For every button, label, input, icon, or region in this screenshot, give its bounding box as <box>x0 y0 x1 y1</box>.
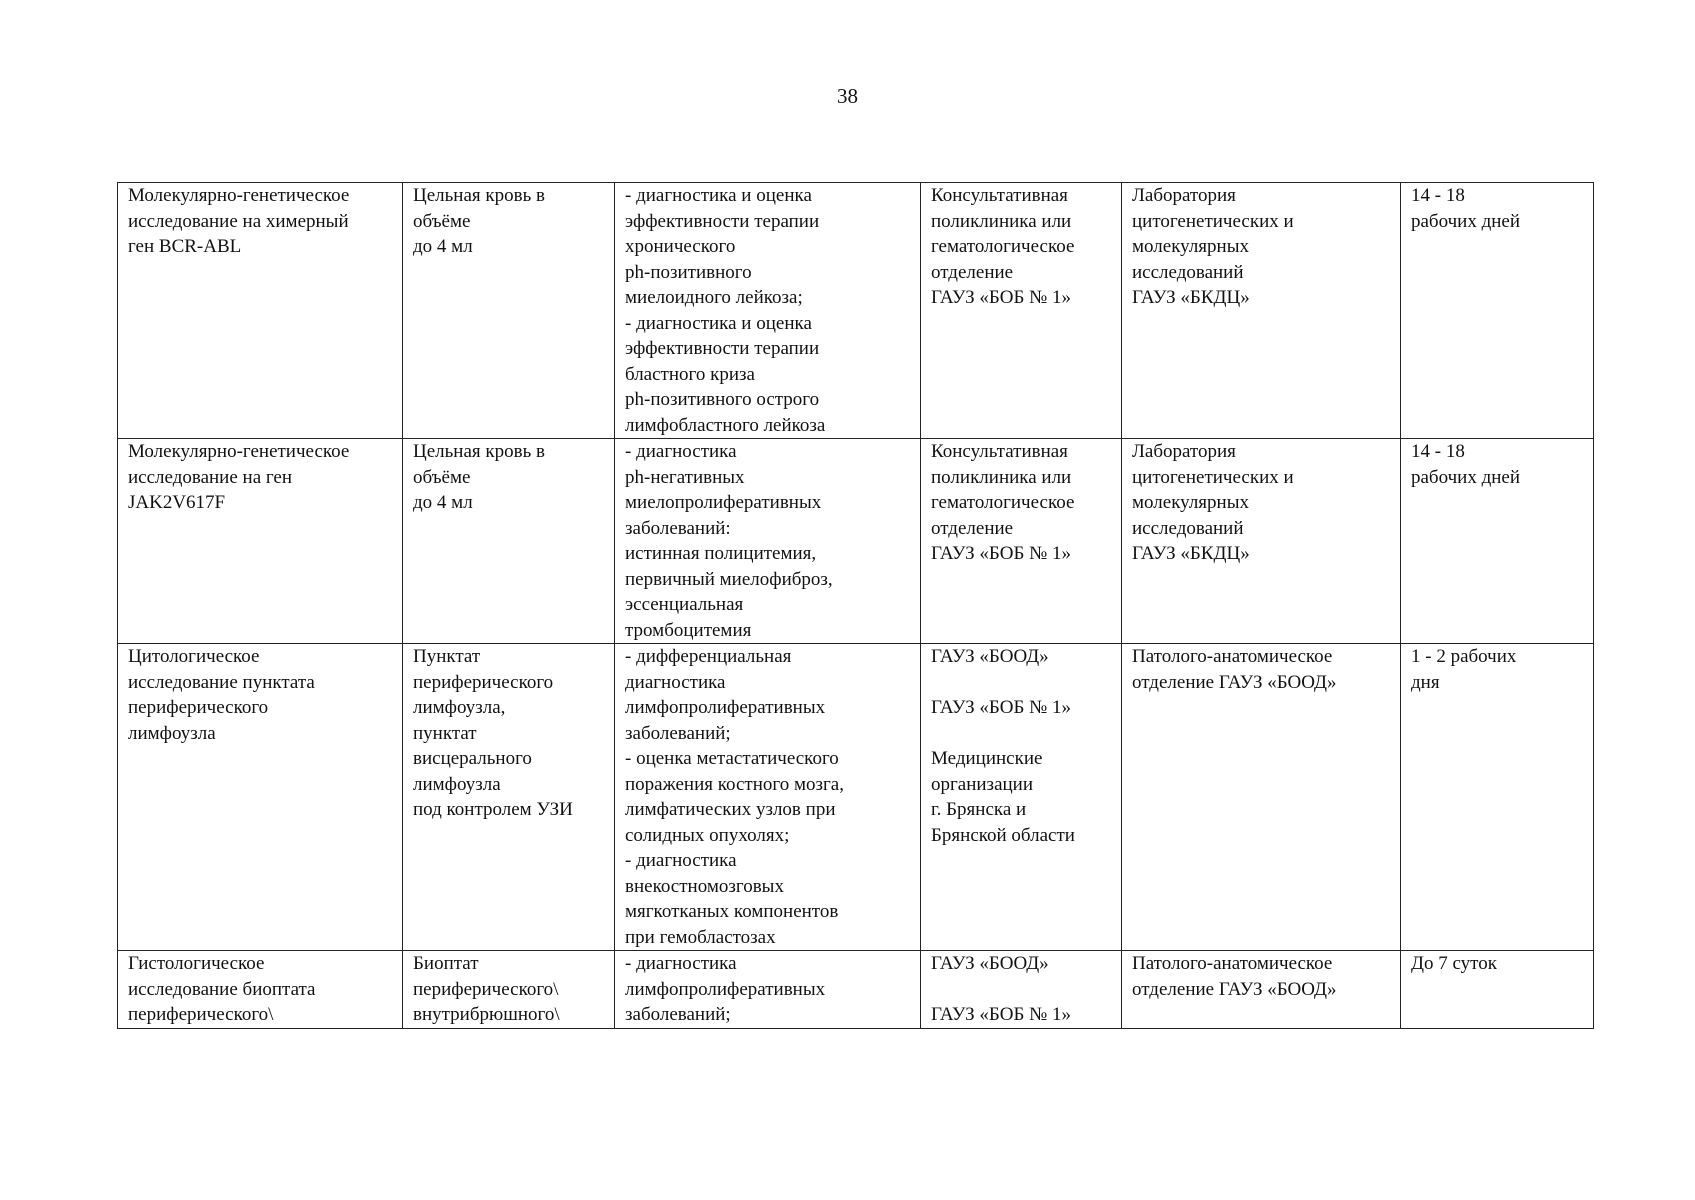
cell-line: солидных опухолях; <box>625 824 790 846</box>
cell-line: дня <box>1411 671 1440 693</box>
cell-test <box>118 439 403 644</box>
cell-line: - оценка метастатического <box>625 748 839 769</box>
cell-line: отделение ГАУЗ «БООД» <box>1132 671 1337 693</box>
cell-line: Лаборатория <box>1132 185 1236 206</box>
cell-referral <box>921 951 1122 1029</box>
cell-line: эффективности терапии <box>625 210 820 232</box>
cell-line: заболеваний; <box>625 1004 731 1025</box>
cell-indication <box>615 644 921 951</box>
cell-line: тромбоцитемия <box>625 619 752 641</box>
cell-line: лимфопролиферативных <box>625 697 826 718</box>
cell-line: миелоидного лейкоза; <box>625 287 803 308</box>
cell-line: эссенциальная <box>625 594 744 615</box>
cell-line: отделение <box>931 261 1014 283</box>
cell-line: ГАУЗ «БКДЦ» <box>1132 287 1250 308</box>
cell-line: миелопролиферативных <box>625 492 822 513</box>
cell-line: ген BCR-ABL <box>128 236 242 257</box>
cell-line: внекостномозговых <box>625 875 784 897</box>
cell-spacer <box>931 670 1113 696</box>
cell-test <box>118 951 403 1029</box>
cell-line: Патолого-анатомическое <box>1132 646 1333 667</box>
cell-line: периферического\ <box>413 978 559 1000</box>
cell-line: отделение <box>931 517 1014 539</box>
cell-line: висцерального <box>413 748 532 769</box>
cell-line: 1 - 2 рабочих <box>1411 646 1517 667</box>
cell-lab <box>1122 644 1401 951</box>
cell-lab <box>1122 439 1401 644</box>
cell-material <box>403 439 615 644</box>
cell-line: при гемобластозах <box>625 926 776 948</box>
cell-line: до 4 мл <box>413 236 473 257</box>
cell-line: - диагностика и оценка <box>625 312 812 334</box>
cell-line: исследование на ген <box>128 466 293 488</box>
cell-line: ГАУЗ «БООД» <box>931 646 1049 667</box>
cell-line: исследований <box>1132 261 1244 283</box>
cell-line: - дифференциальная <box>625 646 792 667</box>
cell-line: до 4 мл <box>413 492 473 513</box>
cell-line: внутрибрюшного\ <box>413 1004 560 1025</box>
cell-line: рабочих дней <box>1411 466 1521 488</box>
cell-indication <box>615 439 921 644</box>
cell-line: Медицинские <box>931 748 1043 769</box>
cell-line: лимфоузла <box>128 722 216 744</box>
cell-line: ГАУЗ «БОБ № 1» <box>931 287 1071 308</box>
cell-line: До 7 суток <box>1411 953 1497 974</box>
cell-line: исследование пунктата <box>128 671 315 693</box>
cell-line: лимфоузла <box>413 773 501 795</box>
cell-line: ГАУЗ «БОБ № 1» <box>931 543 1071 564</box>
cell-term <box>1401 951 1594 1029</box>
cell-line: ph-позитивного <box>625 261 752 283</box>
cell-line: поликлиника или <box>931 210 1072 232</box>
services-table <box>117 182 1594 1029</box>
cell-line: гематологическое <box>931 236 1075 257</box>
cell-line: Биоптат <box>413 953 479 974</box>
cell-line: исследование на химерный <box>128 210 349 232</box>
cell-term <box>1401 644 1594 951</box>
cell-indication <box>615 183 921 439</box>
cell-line: периферического <box>413 671 554 693</box>
table-row <box>118 951 1594 1029</box>
cell-line: гематологическое <box>931 492 1075 513</box>
cell-spacer <box>931 977 1113 1003</box>
cell-referral <box>921 439 1122 644</box>
cell-line: под контролем УЗИ <box>413 799 573 820</box>
cell-line: JAK2V617F <box>128 492 226 513</box>
cell-line: Цельная кровь в <box>413 185 545 206</box>
cell-line: хронического <box>625 236 736 257</box>
cell-term <box>1401 439 1594 644</box>
cell-line: 14 - 18 <box>1411 441 1465 462</box>
cell-line: ГАУЗ «БОБ № 1» <box>931 1004 1071 1025</box>
cell-line: - диагностика <box>625 953 737 974</box>
cell-line: поражения костного мозга, <box>625 773 844 795</box>
cell-line: цитогенетических и <box>1132 466 1294 488</box>
cell-material <box>403 951 615 1029</box>
cell-line: цитогенетических и <box>1132 210 1294 232</box>
page-number: 38 <box>837 84 858 108</box>
cell-material <box>403 644 615 951</box>
cell-line: Брянской области <box>931 824 1075 846</box>
cell-line: Консультативная <box>931 185 1068 206</box>
cell-line: - диагностика <box>625 441 737 462</box>
cell-line: лимфопролиферативных <box>625 978 826 1000</box>
cell-spacer <box>931 721 1113 747</box>
cell-line: периферического <box>128 697 269 718</box>
cell-line: бластного криза <box>625 363 755 385</box>
cell-line: заболеваний: <box>625 517 731 539</box>
cell-lab <box>1122 183 1401 439</box>
cell-line: пунктат <box>413 722 477 744</box>
cell-line: заболеваний; <box>625 722 731 744</box>
cell-line: исследований <box>1132 517 1244 539</box>
cell-line: Консультативная <box>931 441 1068 462</box>
cell-line: эффективности терапии <box>625 338 820 359</box>
cell-line: отделение ГАУЗ «БООД» <box>1132 978 1337 1000</box>
cell-material <box>403 183 615 439</box>
cell-test <box>118 644 403 951</box>
cell-line: Лаборатория <box>1132 441 1236 462</box>
cell-line: ph-негативных <box>625 466 745 488</box>
cell-line: истинная полицитемия, <box>625 543 817 564</box>
cell-line: Молекулярно-генетическое <box>128 185 350 206</box>
table-row <box>118 183 1594 439</box>
cell-line: ph-позитивного острого <box>625 389 820 410</box>
cell-line: молекулярных <box>1132 492 1249 513</box>
cell-line: исследование биоптата <box>128 978 316 1000</box>
cell-line: - диагностика <box>625 850 737 871</box>
cell-line: ГАУЗ «БКДЦ» <box>1132 543 1250 564</box>
table-row <box>118 439 1594 644</box>
cell-line: ГАУЗ «БООД» <box>931 953 1049 974</box>
cell-indication <box>615 951 921 1029</box>
cell-test <box>118 183 403 439</box>
cell-line: объёме <box>413 210 471 232</box>
cell-line: периферического\ <box>128 1004 274 1025</box>
cell-line: молекулярных <box>1132 236 1249 257</box>
cell-line: объёме <box>413 466 471 488</box>
cell-line: 14 - 18 <box>1411 185 1465 206</box>
cell-line: первичный миелофиброз, <box>625 568 833 590</box>
cell-term <box>1401 183 1594 439</box>
cell-line: организации <box>931 773 1034 795</box>
table-row <box>118 644 1594 951</box>
cell-line: Пунктат <box>413 646 481 667</box>
cell-line: Гистологическое <box>128 953 265 974</box>
cell-line: Цельная кровь в <box>413 441 545 462</box>
cell-line: Молекулярно-генетическое <box>128 441 350 462</box>
cell-referral <box>921 644 1122 951</box>
cell-line: Патолого-анатомическое <box>1132 953 1333 974</box>
cell-line: мягкотканых компонентов <box>625 901 839 922</box>
cell-line: г. Брянска и <box>931 799 1027 820</box>
cell-line: лимфобластного лейкоза <box>625 414 826 436</box>
cell-referral <box>921 183 1122 439</box>
cell-line: диагностика <box>625 671 726 693</box>
cell-line: ГАУЗ «БОБ № 1» <box>931 697 1071 718</box>
cell-line: рабочих дней <box>1411 210 1521 232</box>
cell-line: лимфоузла, <box>413 697 506 718</box>
cell-line: поликлиника или <box>931 466 1072 488</box>
cell-line: лимфатических узлов при <box>625 799 836 820</box>
cell-line: Цитологическое <box>128 646 260 667</box>
cell-lab <box>1122 951 1401 1029</box>
cell-line: - диагностика и оценка <box>625 185 812 206</box>
